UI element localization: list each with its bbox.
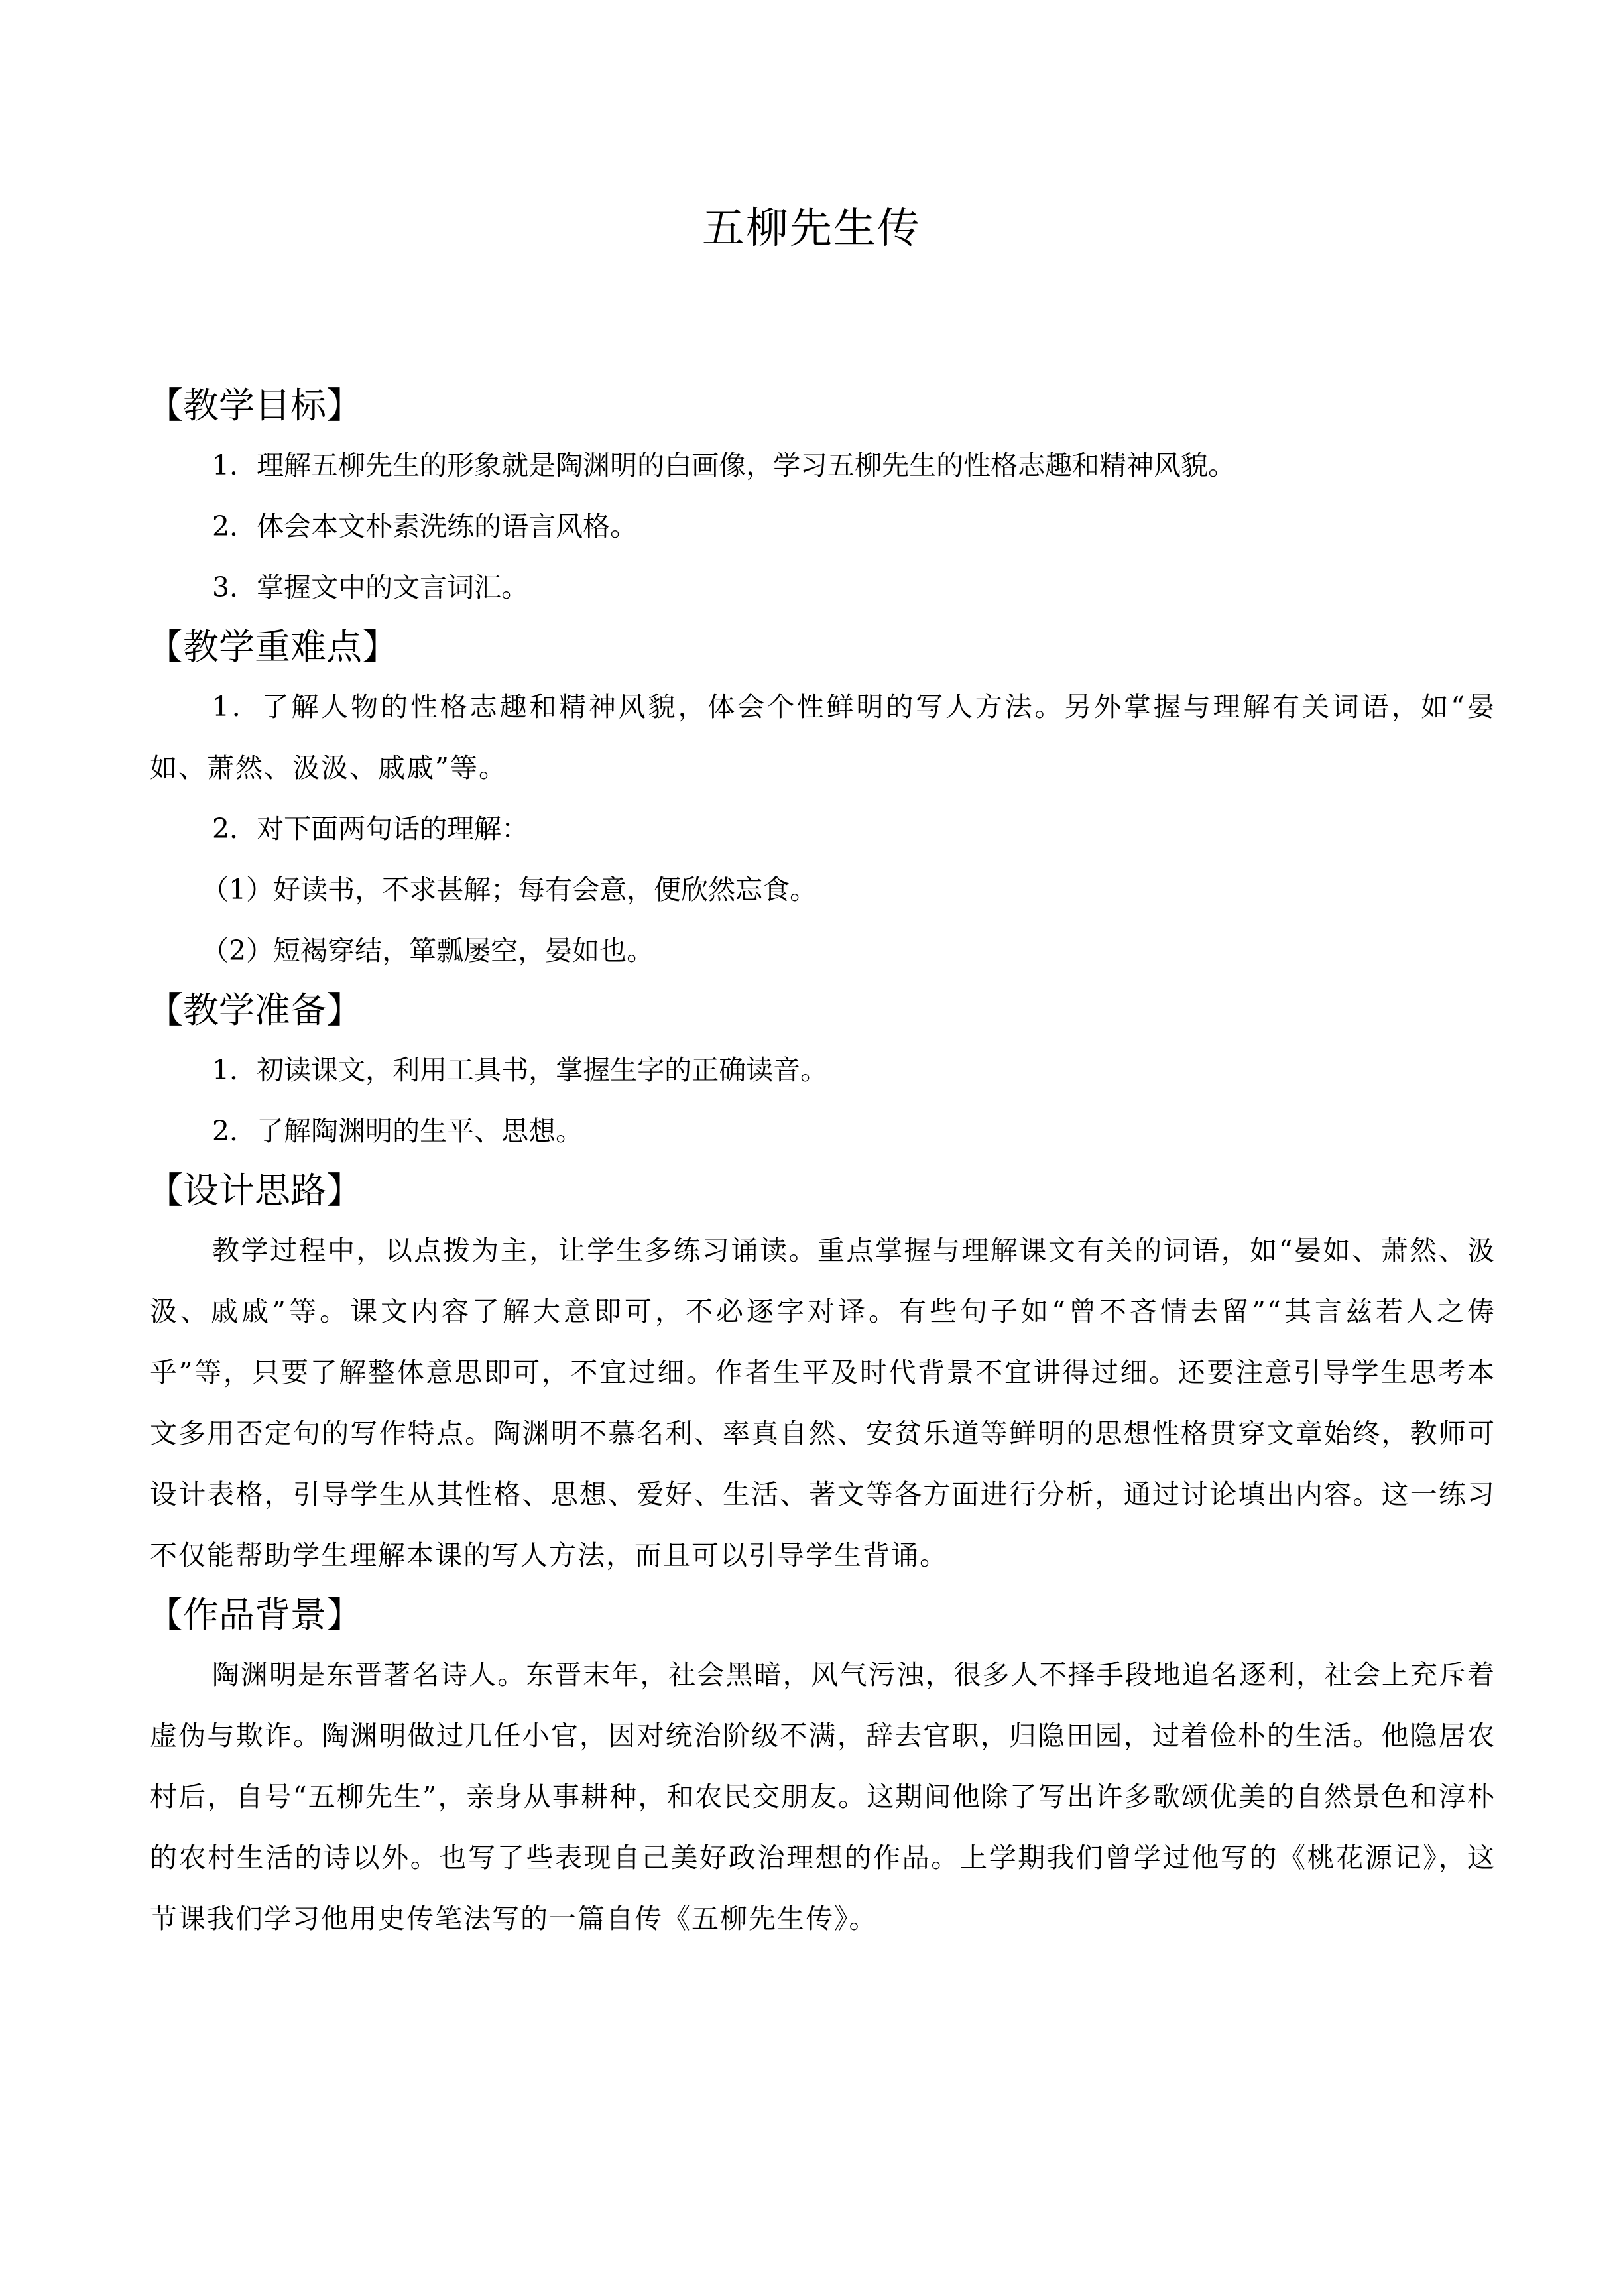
key-point-sentence-2: （2）短褐穿结，箪瓢屡空，晏如也。	[202, 935, 654, 967]
background-paragraph: 陶渊明是东晋著名诗人。东晋末年，社会黑暗，风气污浊，很多人不择手段地追名逐利，社会上充斥着虚伪与欺诈。陶渊明做过几任小官，因对统治阶级不满，辞去官职，归隐田园，过着俭朴的生活。他隐居农村后，自号“五柳先生”，亲身从事耕种，和农民交朋友。这期间他除了写出许多歌颂优美的自然景色和淳朴的农村生活的诗以外。也写了些表现自己美好政治理想的作品。上学期我们曾学过他写的《桃花源记》，这节课我们学习他用史传笔法写的一篇自传《五柳先生传》。	[150, 1659, 1496, 1935]
goal-item-3: 3．掌握文中的文言词汇。	[212, 572, 529, 603]
key-point-item-2: 2．对下面两句话的理解：	[212, 813, 529, 845]
document-title: 五柳先生传	[702, 204, 921, 253]
preparation-item-2: 2．了解陶渊明的生平、思想。	[212, 1115, 583, 1147]
section-heading-goals: 【教学目标】	[147, 385, 362, 426]
section-heading-preparation: 【教学准备】	[147, 989, 362, 1031]
section-heading-design: 【设计思路】	[147, 1170, 362, 1211]
key-point-sentence-1: （1）好读书，不求甚解；每有会意，便欣然忘食。	[202, 874, 817, 906]
preparation-item-1: 1．初读课文，利用工具书，掌握生字的正确读音。	[212, 1054, 828, 1086]
goal-item-2: 2．体会本文朴素洗练的语言风格。	[212, 511, 638, 542]
design-paragraph: 教学过程中，以点拨为主，让学生多练习诵读。重点掌握与理解课文有关的词语，如“晏如、萧然、汲汲、戚戚”等。课文内容了解大意即可，不必逐字对译。有些句子如“曾不吝情去留”“其言兹若人之俦乎”等，只要了解整体意思即可，不宜过细。作者生平及时代背景不宜讲得过细。还要注意引导学生思考本文多用否定句的写作特点。陶渊明不慕名利、率真自然、安贫乐道等鲜明的思想性格贯穿文章始终，教师可设计表格，引导学生从其性格、思想、爱好、生活、著文等各方面进行分析，通过讨论填出内容。这一练习不仅能帮助学生理解本课的写人方法，而且可以引导学生背诵。	[150, 1235, 1496, 1571]
section-heading-key-points: 【教学重难点】	[147, 626, 398, 668]
key-point-item-1: 1．了解人物的性格志趣和精神风貌，体会个性鲜明的写人方法。另外掌握与理解有关词语，如“晏如、萧然、汲汲、戚戚”等。	[150, 691, 1496, 784]
section-heading-background: 【作品背景】	[147, 1594, 362, 1636]
document-body	[147, 377, 1496, 1949]
goal-item-1: 1．理解五柳先生的形象就是陶渊明的白画像，学习五柳先生的性格志趣和精神风貌。	[212, 450, 1236, 481]
